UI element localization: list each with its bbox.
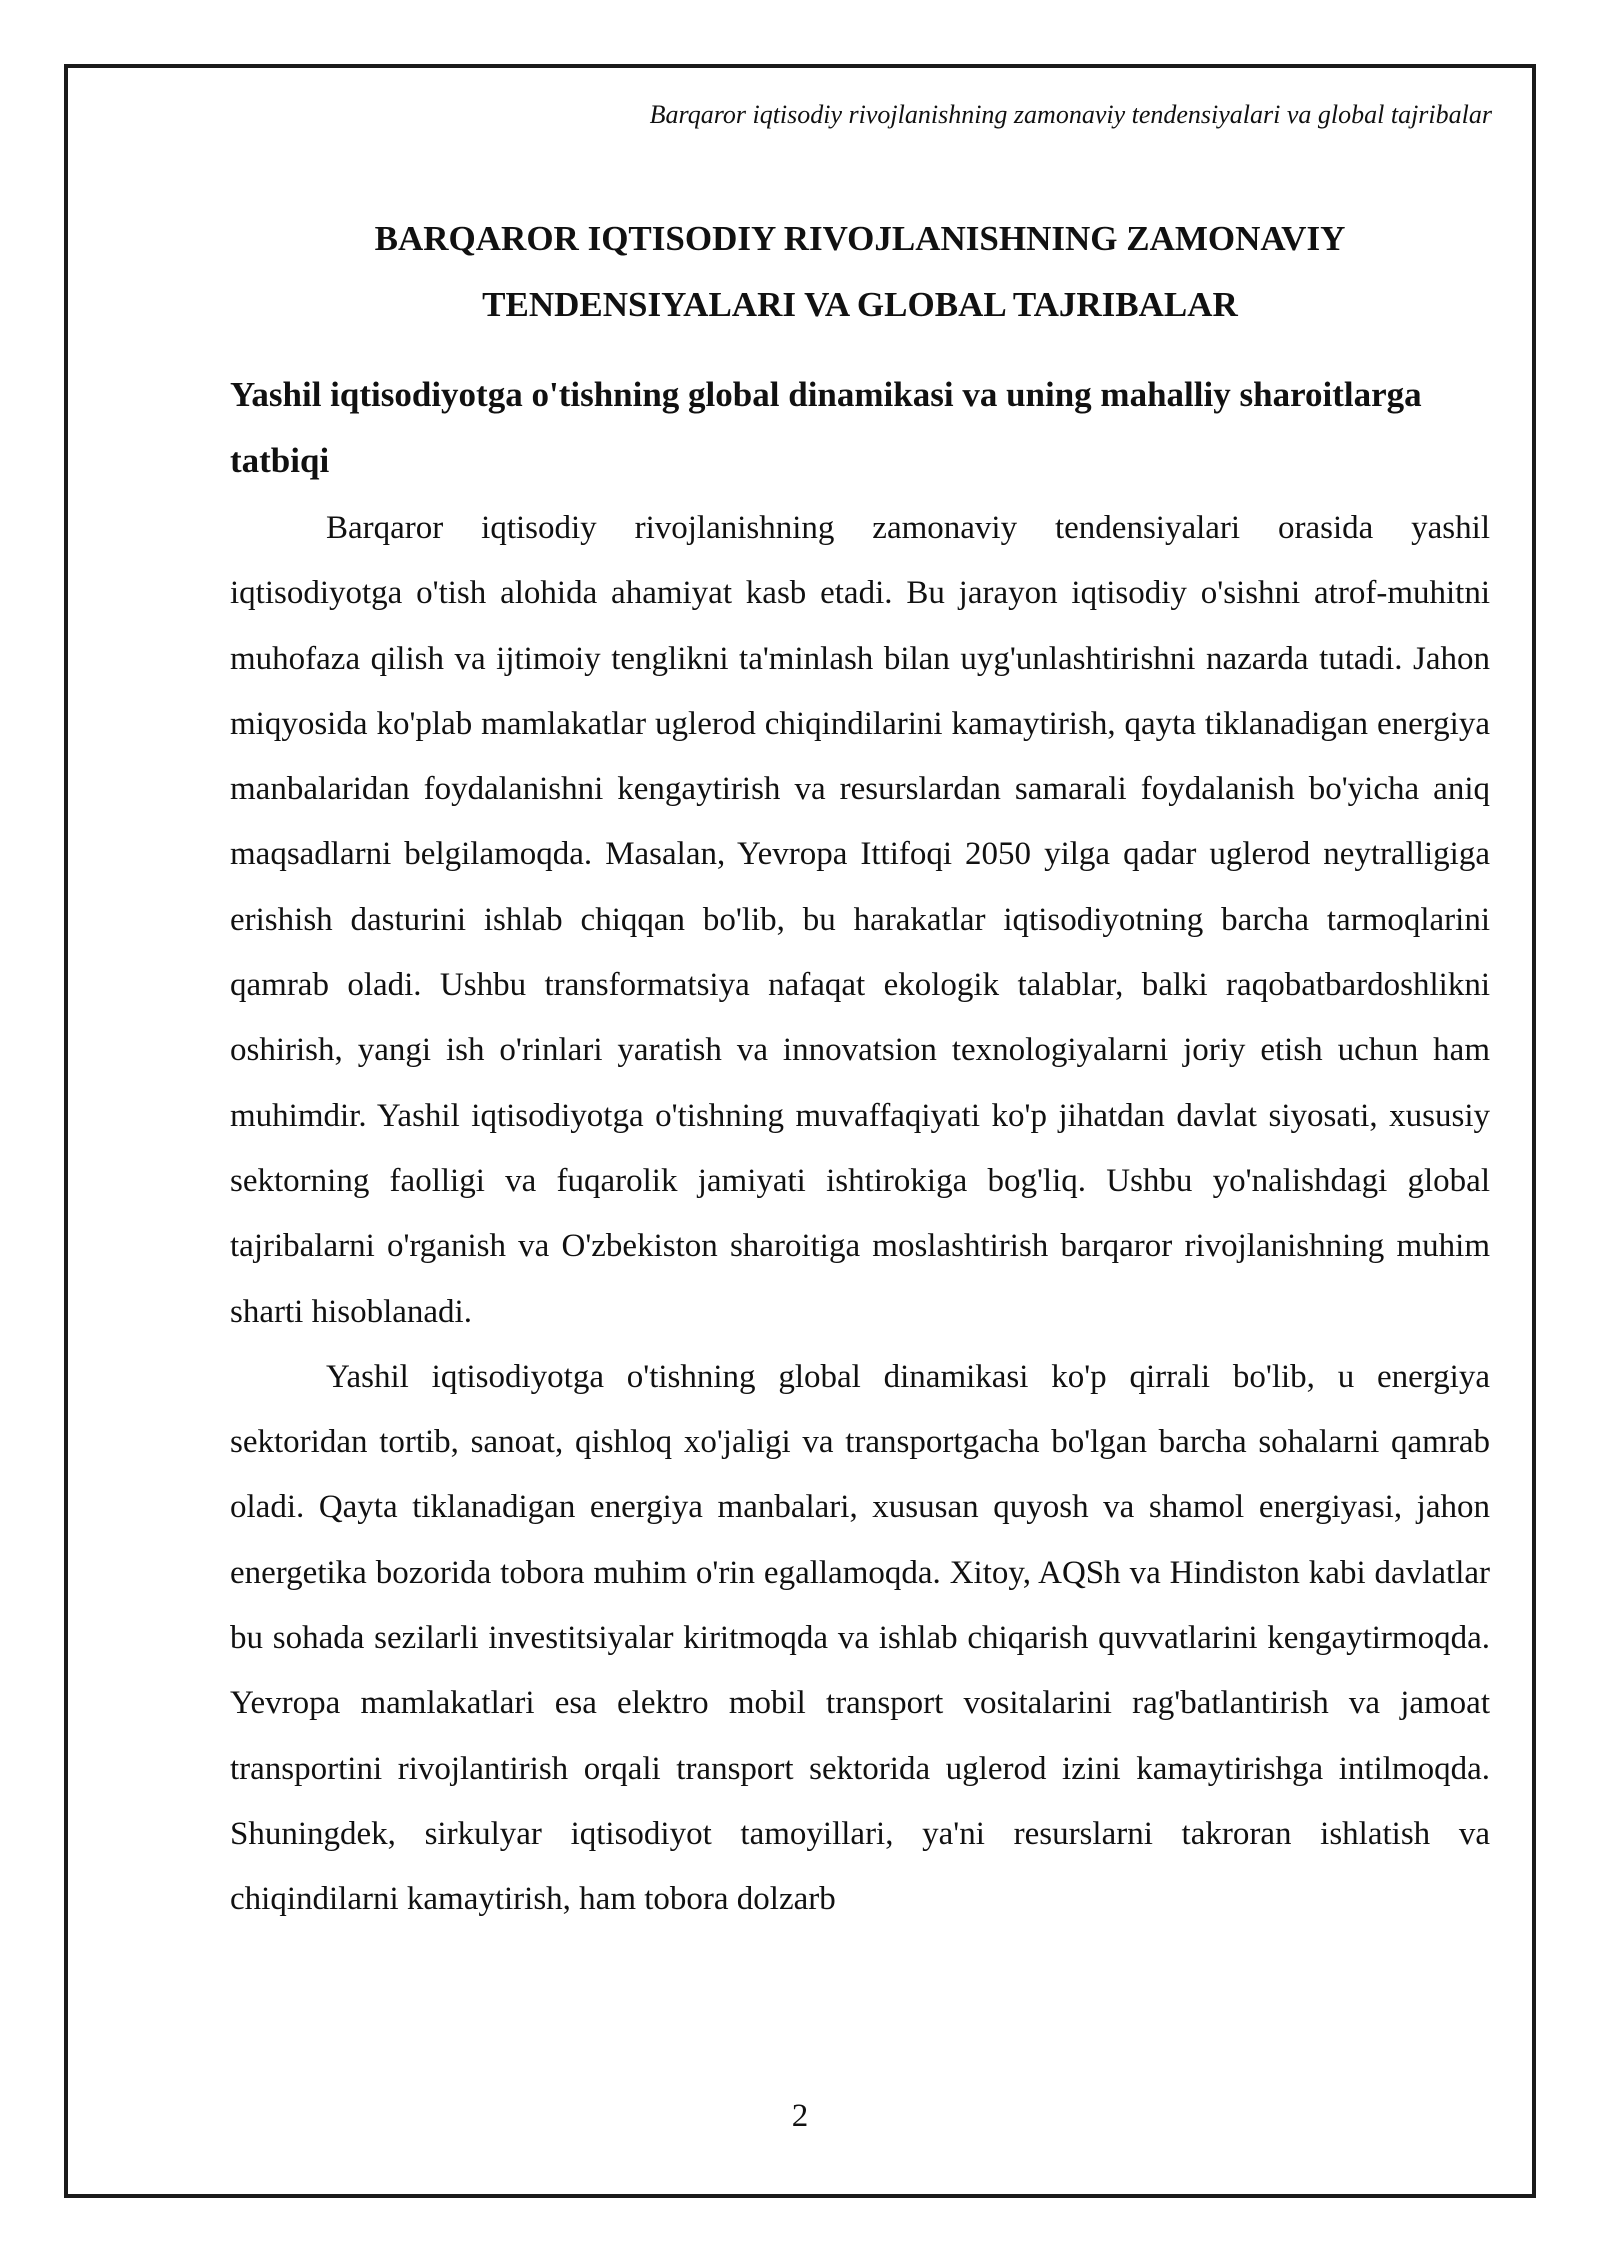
running-header: Barqaror iqtisodiy rivojlanishning zamonaviy tendensiyalari va global tajribalar [649,100,1492,129]
page-content [230,206,1490,1933]
body-paragraph-2: Yashil iqtisodiyotga o'tishning global dinamikasi ko'p qirrali bo'lib, u energiya sektoridan tortib, sanoat, qishloq xo'jaligi va transportgacha bo'lgan barcha sohalarni qamrab oladi. Qayta tiklanadigan energiya manbalari, xususan quyosh va shamol energiyasi, jahon energetika bozorida tobora muhim o'rin egallamoqda. Xitoy, AQSh va Hindiston kabi davlatlar bu sohada sezilarli investitsiyalar kiritmoqda va ishlab chiqarish quvvatlarini kengaytirmoqda. Yevropa mamlakatlari esa elektro mobil transport vositalarini rag'batlantirish va jamoat transportini rivojlantirish orqali transport sektorida uglerod izini kamaytirishga intilmoqda. Shuningdek, sirkulyar iqtisodiyot tamoyillari, ya'ni resurslarni takroran ishlatish va chiqindilarni kamaytirish, ham tobora dolzarb [230,1358,1490,1918]
document-title: BARQAROR IQTISODIY RIVOJLANISHNING ZAMONAVIY TENDENSIYALARI VA GLOBAL TAJRIBALAR [374,219,1346,324]
body-paragraph-1: Barqaror iqtisodiy rivojlanishning zamonaviy tendensiyalari orasida yashil iqtisodiyotga o'tish alohida ahamiyat kasb etadi. Bu jarayon iqtisodiy o'sishni atrof-muhitni muhofaza qilish va ijtimoiy tenglikni ta'minlash bilan uyg'unlashtirishni nazarda tutadi. Jahon miqyosida ko'plab mamlakatlar uglerod chiqindilarini kamaytirish, qayta tiklanadigan energiya manbalaridan foydalanishni kengaytirish va resurslardan samarali foydalanish bo'yicha aniq maqsadlarni belgilamoqda. Masalan, Yevropa Ittifoqi 2050 yilga qadar uglerod neytralligiga erishish dasturini ishlab chiqqan bo'lib, bu harakatlar iqtisodiyotning barcha tarmoqlarini qamrab oladi. Ushbu transformatsiya nafaqat ekologik talablar, balki raqobatbardoshlikni oshirish, yangi ish o'rinlari yaratish va innovatsion texnologiyalarni joriy etish uchun ham muhimdir. Yashil iqtisodiyotga o'tishning muvaffaqiyati ko'p jihatdan davlat siyosati, xususiy sektorning faolligi va fuqarolik jamiyati ishtirokiga bog'liq. Ushbu yo'nalishdagi global tajribalarni o'rganish va O'zbekiston sharoitiga moslashtirish barqaror rivojlanishning muhim sharti hisoblanadi. [230,510,1490,1330]
section-heading: Yashil iqtisodiyotga o'tishning global dinamikasi va uning mahalliy sharoitlarga tatbiqi [230,375,1422,480]
page-number: 2 [791,2098,809,2134]
